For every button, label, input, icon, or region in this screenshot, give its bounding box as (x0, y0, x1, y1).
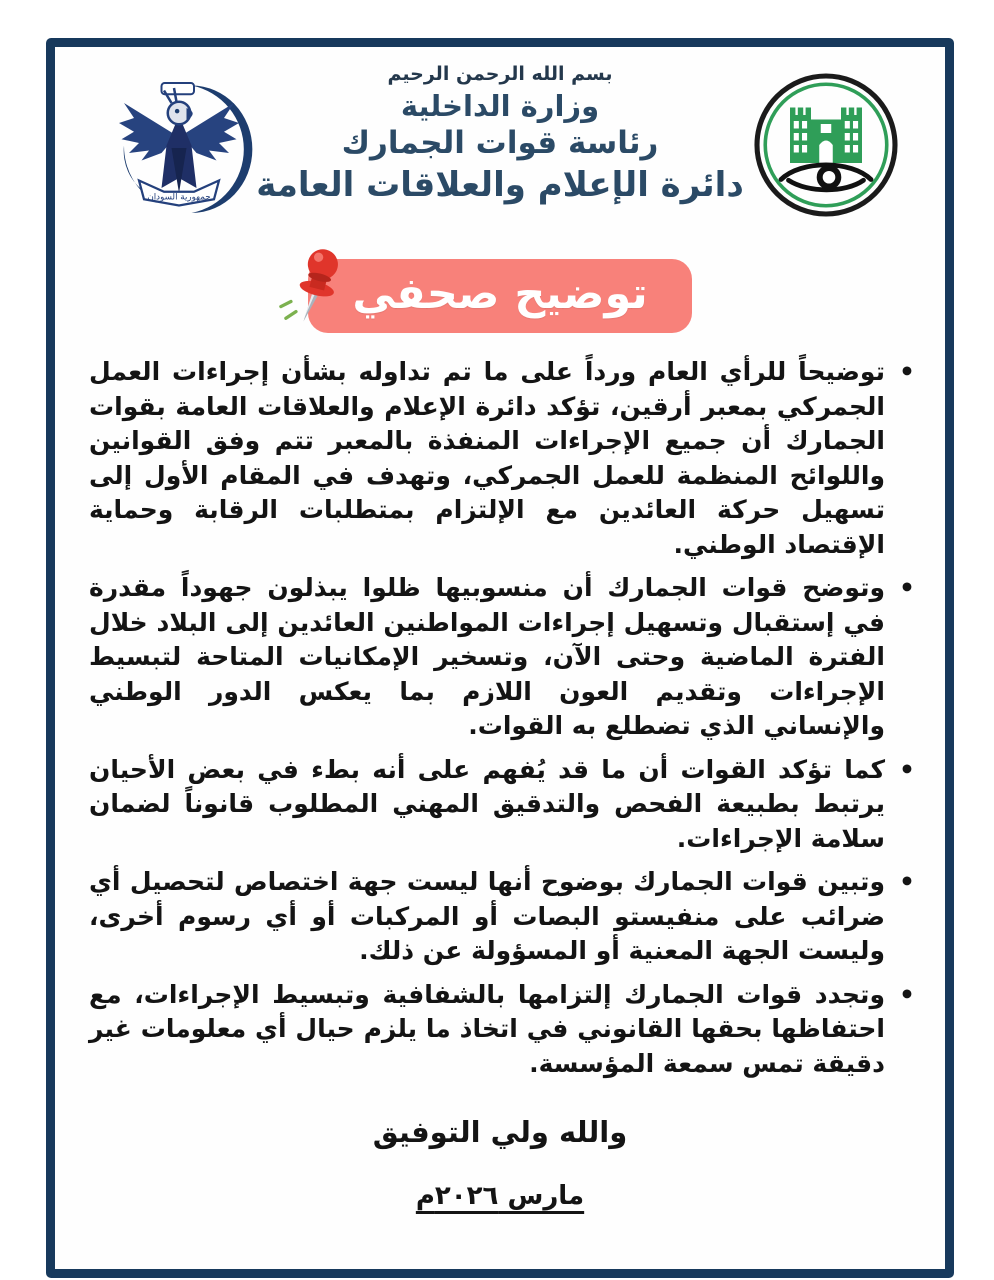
statement-item (89, 355, 915, 562)
coat-of-arms-motto: جمهورية السودان (147, 192, 211, 203)
statement-item (89, 978, 915, 1082)
statement-text: توضيحاً للرأي العام ورداً على ما تم تداوله بشأن إجراءات العمل الجمركي بمعبر أرقين، تؤكد دائرة الإعلام والعلاقات العامة بقوات الجمارك أن جميع الإجراءات المنفذة بالمعبر تتم وفق القوانين واللوائح المنظمة للعمل الجمركي، وتهدف في المقام الأول إلى تسهيل حركة العائدين مع الإلتزام بمتطلبات الرقابة وحماية الإقتصاد الوطني. (89, 357, 885, 559)
bullet-marker: • (899, 979, 915, 1009)
banner-label: توضيح صحفي (352, 269, 648, 319)
statement-text: وتوضح قوات الجمارك أن منسوبيها ظلوا يبذلون جهوداً مقدرة في إستقبال وتسهيل إجراءات المواطنين العائدين إلى البلاد خلال الفترة الماضية وحتى الآن، وتسخير الإمكانيات المتاحة لتبسيط الإجراءات وتقديم العون اللازم بما يعكس الدور الوطني والإنساني الذي تضطلع به القوات. (89, 573, 885, 740)
bismillah-text: بسم الله الرحمن الرحيم (387, 63, 613, 85)
banner-row (55, 259, 945, 333)
bullet-marker: • (899, 867, 915, 896)
closing-phrase: والله ولي التوفيق (372, 1115, 628, 1149)
bullet-marker: • (899, 357, 915, 386)
pushpin-icon (268, 243, 354, 335)
date-row (55, 1181, 945, 1211)
statement-text: كما تؤكد القوات أن ما قد يُفهم على أنه بطء في بعض الأحيان يرتبط بطبيعة الفحص والتدقيق المهني المطلوب قانوناً لضمان سلامة الإجراءات. (89, 754, 885, 853)
press-clarification-banner (308, 259, 691, 333)
bullet-marker: • (899, 573, 915, 602)
document-header (55, 47, 945, 243)
statement-item (89, 753, 915, 857)
statement-list (55, 333, 945, 1081)
customs-emblem-icon (751, 69, 901, 221)
document-border (46, 38, 954, 1278)
statement-item (89, 571, 915, 744)
headquarters-title: رئاسة قوات الجمارك (341, 125, 659, 161)
statement-text: وتبين قوات الجمارك بوضوح أنها ليست جهة اختصاص لتحصيل أي ضرائب على منفيستو البصات أو المركبات أو أي رسوم أخرى، وليست الجهة المعنية أو المسؤولة عن ذلك. (89, 867, 885, 965)
document-date: مارس ٢٠٢٦م (415, 1181, 585, 1211)
sudan-coat-of-arms-icon (101, 73, 257, 223)
statement-text: وتجدد قوات الجمارك إلتزامها بالشفافية وتبسيط الإجراءات، مع احتفاظها بحقها القانوني في اتخاذ ما يلزم حيال أي معلومات غير دقيقة تمس سمعة المؤسسة. (89, 979, 885, 1078)
ministry-title: وزارة الداخلية (400, 89, 600, 123)
department-title: دائرة الإعلام والعلاقات العامة (256, 165, 744, 205)
bullet-marker: • (899, 754, 915, 784)
statement-item (89, 865, 915, 969)
